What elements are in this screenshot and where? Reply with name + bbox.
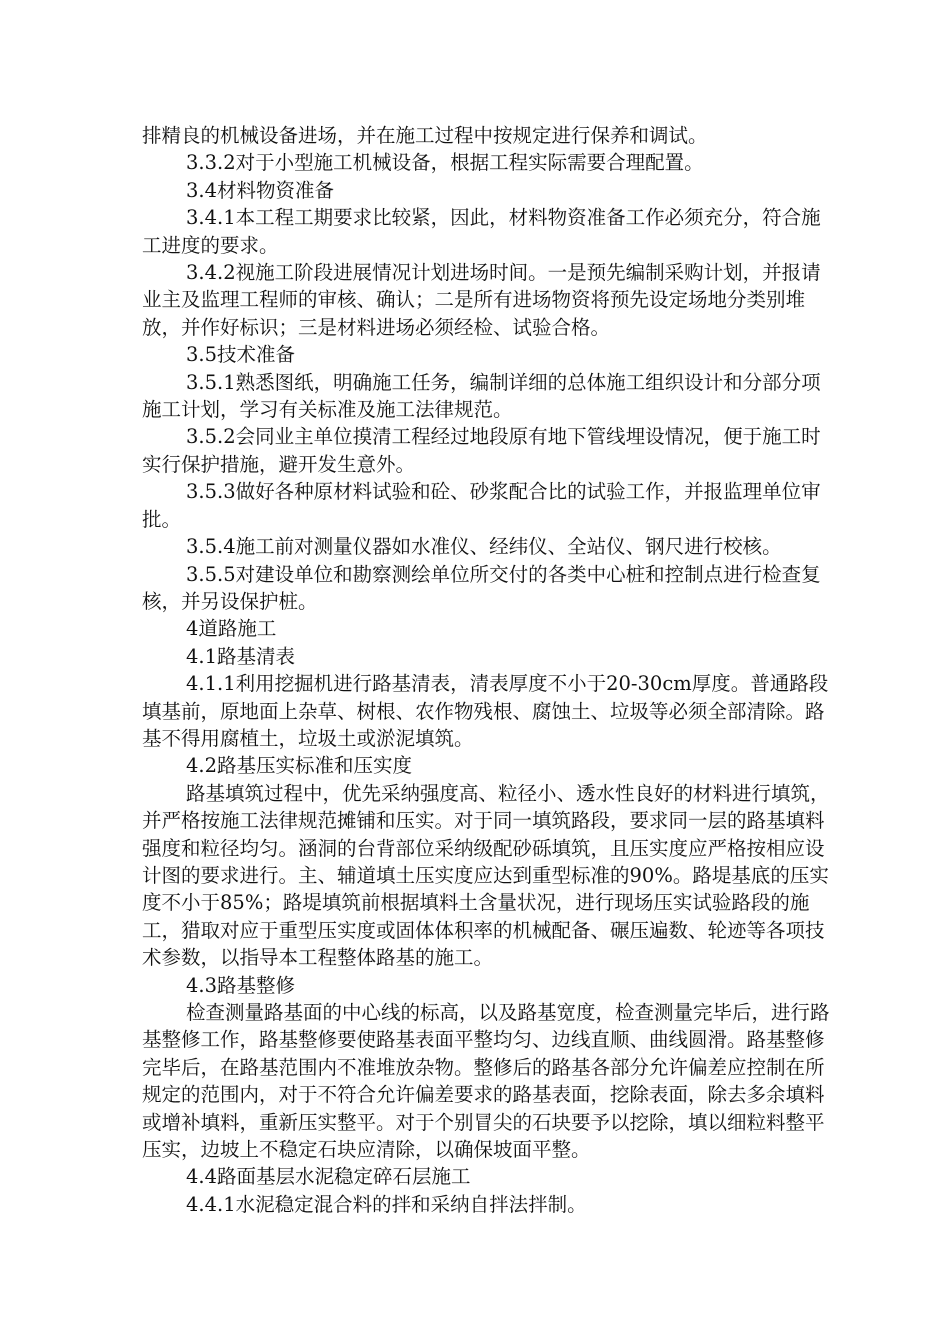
heading-4-2: 4.2路基压实标准和压实度 [186, 754, 413, 778]
heading-4: 4道路施工 [186, 617, 277, 641]
paragraph-3-5-4: 3.5.4施工前对测量仪器如水准仪、经纬仪、全站仪、钢尺进行校核。 [186, 535, 782, 559]
paragraph-4-3-body: 检查测量路基面的中心线的标高，以及路基宽度，检查测量完毕后，进行路基整修工作，路基整修要使路基表面平整均匀、边线直顺、曲线圆滑。路基整修完毕后，在路基范围内不准堆放杂物。整修后的路基各部分允许偏差应控制在所规定的范围内，对于不符合允许偏差要求的路基表面，挖除表面，除去多余填料或增补填料，重新压实整平。对于个别冒尖的石块要予以挖除，填以细粒料整平压实，边坡上不稳定石块应清除，以确保坡面平整。 [142, 1001, 830, 1162]
paragraph-3-5-2: 3.5.2会同业主单位摸清工程经过地段原有地下管线埋设情况，便于施工时实行保护措施，避开发生意外。 [142, 425, 821, 476]
paragraph-3-3-2: 3.3.2对于小型施工机械设备，根据工程实际需要合理配置。 [186, 151, 704, 175]
paragraph-4-1-1: 4.1.1利用挖掘机进行路基清表，清表厚度不小于20-30cm厚度。普通路段填基前，原地面上杂草、树根、农作物残根、腐蚀土、垃圾等必须全部清除。路基不得用腐植土，垃圾土或淤泥填筑。 [142, 672, 829, 750]
heading-4-4: 4.4路面基层水泥稳定碎石层施工 [186, 1165, 471, 1189]
heading-4-3: 4.3路基整修 [186, 973, 296, 997]
paragraph-equipment-maintenance: 排精良的机械设备进场，并在施工过程中按规定进行保养和调试。 [142, 124, 708, 147]
heading-3-5: 3.5技术准备 [186, 343, 296, 367]
document-body [142, 122, 832, 1218]
paragraph-3-5-3: 3.5.3做好各种原材料试验和砼、砂浆配合比的试验工作，并报监理单位审批。 [142, 480, 821, 531]
heading-3-4: 3.4材料物资准备 [186, 178, 335, 202]
paragraph-3-4-1: 3.4.1本工程工期要求比较紧，因此，材料物资准备工作必须充分，符合施工进度的要求。 [142, 206, 821, 257]
paragraph-3-4-2: 3.4.2视施工阶段进展情况计划进场时间。一是预先编制采购计划，并报请业主及监理工程师的审核、确认；二是所有进场物资将预先设定场地分类别堆放，并作好标识；三是材料进场必须经检、试验合格。 [142, 261, 821, 339]
paragraph-3-5-1: 3.5.1熟悉图纸，明确施工任务，编制详细的总体施工组织设计和分部分项施工计划，学习有关标准及施工法律规范。 [142, 370, 821, 422]
heading-4-1: 4.1路基清表 [186, 644, 296, 668]
paragraph-3-5-5: 3.5.5对建设单位和勘察测绘单位所交付的各类中心桩和控制点进行检查复核，并另设保护桩。 [142, 562, 821, 613]
paragraph-4-4-1: 4.4.1水泥稳定混合料的拌和采纳自拌法拌制。 [186, 1192, 587, 1216]
paragraph-4-2-body: 路基填筑过程中，优先采纳强度高、粒径小、透水性良好的材料进行填筑，并严格按施工法律规范摊铺和压实。对于同一填筑路段，要求同一层的路基填料强度和粒径均匀。涵洞的台背部位采纳级配砂砾填筑，且压实度应严格按相应设计图的要求进行。主、辅道填土压实度应达到重型标准的90%。路堤基底的压实度不小于85%；路堤填筑前根据填料土含量状况，进行现场压实试验路段的施工，猎取对应于重型压实度或固体体积率的机械配备、碾压遍数、轮迹等各项技术参数，以指导本工程整体路基的施工。 [142, 781, 830, 970]
